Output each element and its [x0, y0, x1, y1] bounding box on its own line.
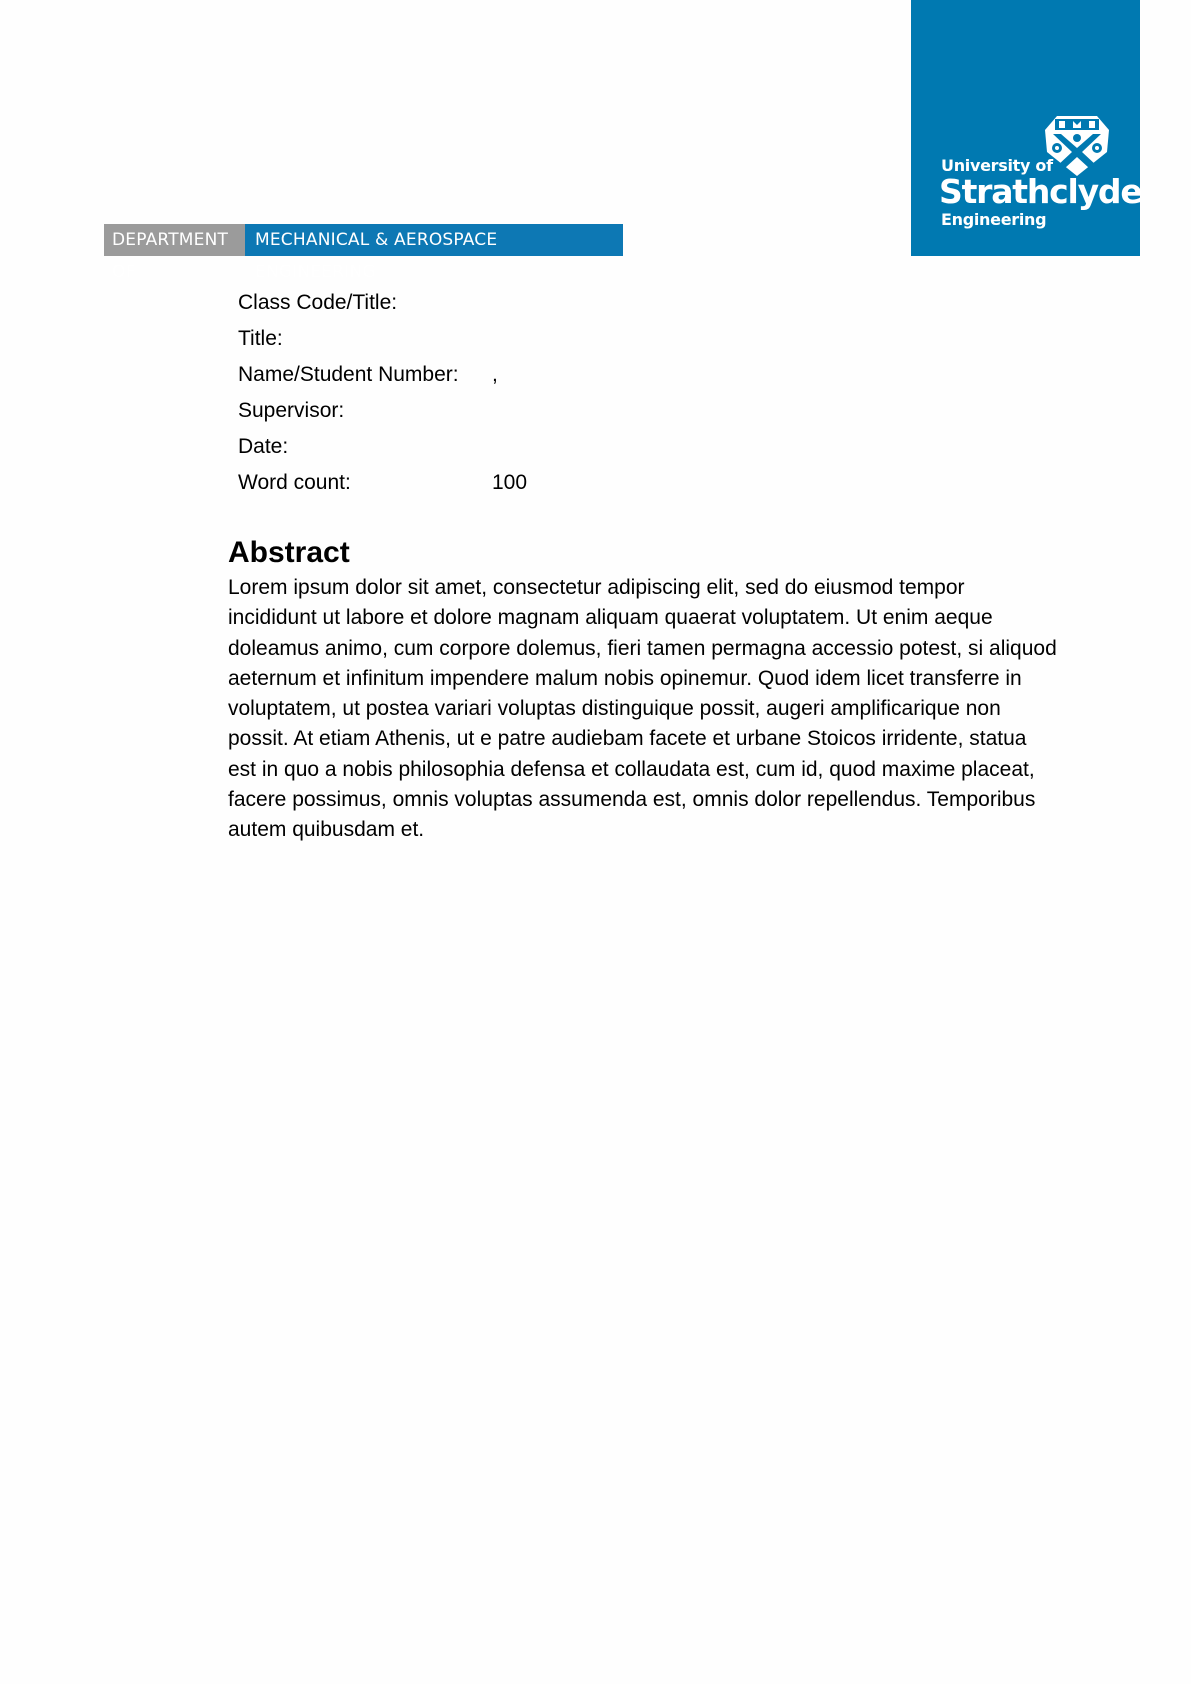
abstract-body: Lorem ipsum dolor sit amet, consectetur adipiscing elit, sed do eiusmod tempor incididunt ut labore et dolore magnam aliquam quaerat voluptatem. Ut enim aeque doleamus animo, cum corpore dolemus, fieri tamen permagna accessio potest, si aliquod aeternum et infinitum impendere malum nobis opinemur. Quod idem licet transferre in voluptatem, ut postea variari voluptas distinguique possit, augeri amplificarique non possit. At etiam Athenis, ut e patre audiebam facete et urbane Stoicos irridente, statua est in quo a nobis philosophia defensa et collaudata est, cum id, quod maxime placeat, facere possimus, omnis voluptas assumenda est, omnis dolor repellendus. Temporibus autem quibusdam et. [228, 576, 1057, 842]
name-student-number-label: Name/Student Number: [238, 363, 459, 386]
word-count-label: Word count: [238, 471, 351, 494]
logo-strathclyde: Strathclyde [939, 172, 1142, 211]
university-logo [911, 0, 1140, 256]
department-banner [104, 224, 623, 282]
class-code-label: Class Code/Title: [238, 291, 398, 314]
supervisor-label: Supervisor: [238, 399, 345, 422]
date-label: Date: [238, 435, 289, 458]
department-prefix: DEPARTMENT OF [104, 224, 245, 256]
title-label: Title: [238, 327, 283, 350]
logo-university-of: University of [941, 156, 1053, 175]
name-student-number-value: , [492, 363, 498, 386]
department-name: MECHANICAL & AEROSPACE ENGINEERING [245, 224, 623, 256]
word-count-value: 100 [492, 471, 528, 494]
abstract-heading: Abstract [228, 536, 350, 569]
logo-engineering: Engineering [941, 210, 1047, 229]
